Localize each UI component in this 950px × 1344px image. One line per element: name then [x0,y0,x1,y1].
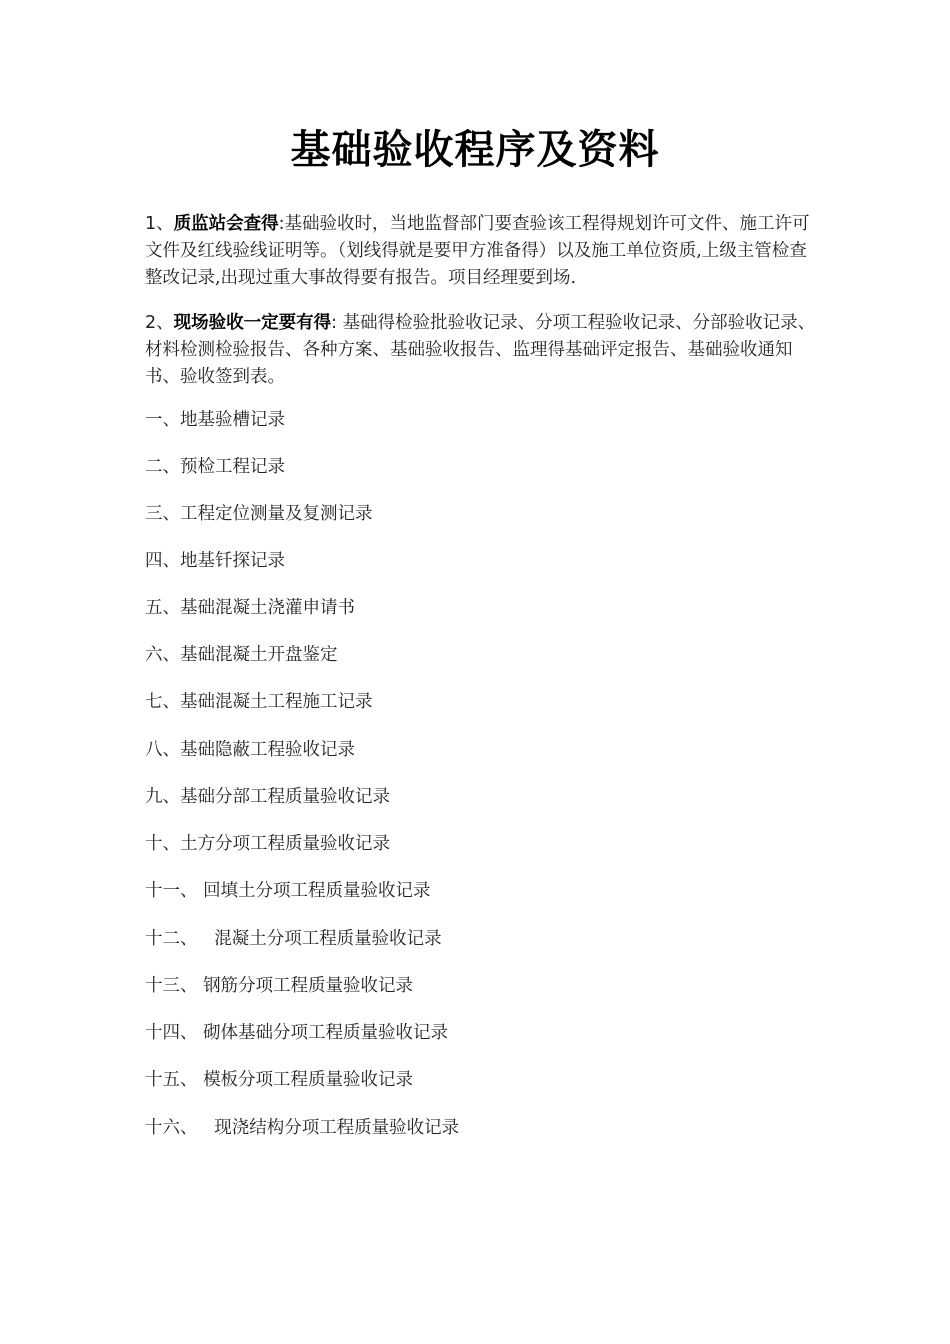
list-item: 十六、 现浇结构分项工程质量验收记录 [145,1118,460,1138]
list-item: 十、土方分项工程质量验收记录 [145,834,390,854]
list-item: 九、基础分部工程质量验收记录 [145,787,390,807]
paragraph-1-number: 1、 [145,214,174,234]
paragraph-2 [145,310,823,391]
list-item: 十一、 回填土分项工程质量验收记录 [145,881,431,901]
paragraph-2-text: 基础得检验批验收记录、分项工程验收记录、分部验收记录、材料检测检验报告、各种方案、基础验收报告、监理得基础评定报告、基础验收通知书、验收签到表。 [145,313,816,387]
paragraph-1-lead: 质监站会查得 [173,214,279,234]
paragraph-1-colon: : [278,214,285,234]
list-item: 十五、 模板分项工程质量验收记录 [145,1070,414,1090]
list-item: 七、基础混凝土工程施工记录 [145,692,373,712]
list-item: 六、基础混凝土开盘鉴定 [145,645,338,665]
paragraph-1 [145,211,823,292]
paragraph-2-number: 2、 [145,313,174,333]
list-item: 十三、 钢筋分项工程质量验收记录 [145,976,414,996]
paragraph-2-lead: 现场验收一定要有得 [173,313,332,333]
list-item: 四、地基钎探记录 [145,551,285,571]
list-item: 十二、 混凝土分项工程质量验收记录 [145,929,442,949]
list-item: 二、预检工程记录 [145,457,285,477]
list-item: 一、地基验槽记录 [145,410,285,430]
list-item: 三、工程定位测量及复测记录 [145,504,373,524]
paragraph-1-text: 基础验收时，当地监督部门要查验该工程得规划许可文件、施工许可文件及红线验线证明等。（划线得就是要甲方准备得）以及施工单位资质,上级主管检查整改记录,出现过重大事故得要有报告。项目经理要到场. [145,214,810,288]
list-item: 八、基础隐蔽工程验收记录 [145,740,355,760]
list-item: 十四、 砌体基础分项工程质量验收记录 [145,1023,449,1043]
paragraph-2-colon: : [331,313,343,333]
list-item: 五、基础混凝土浇灌申请书 [145,598,355,618]
document-title: 基础验收程序及资料 [290,126,660,173]
